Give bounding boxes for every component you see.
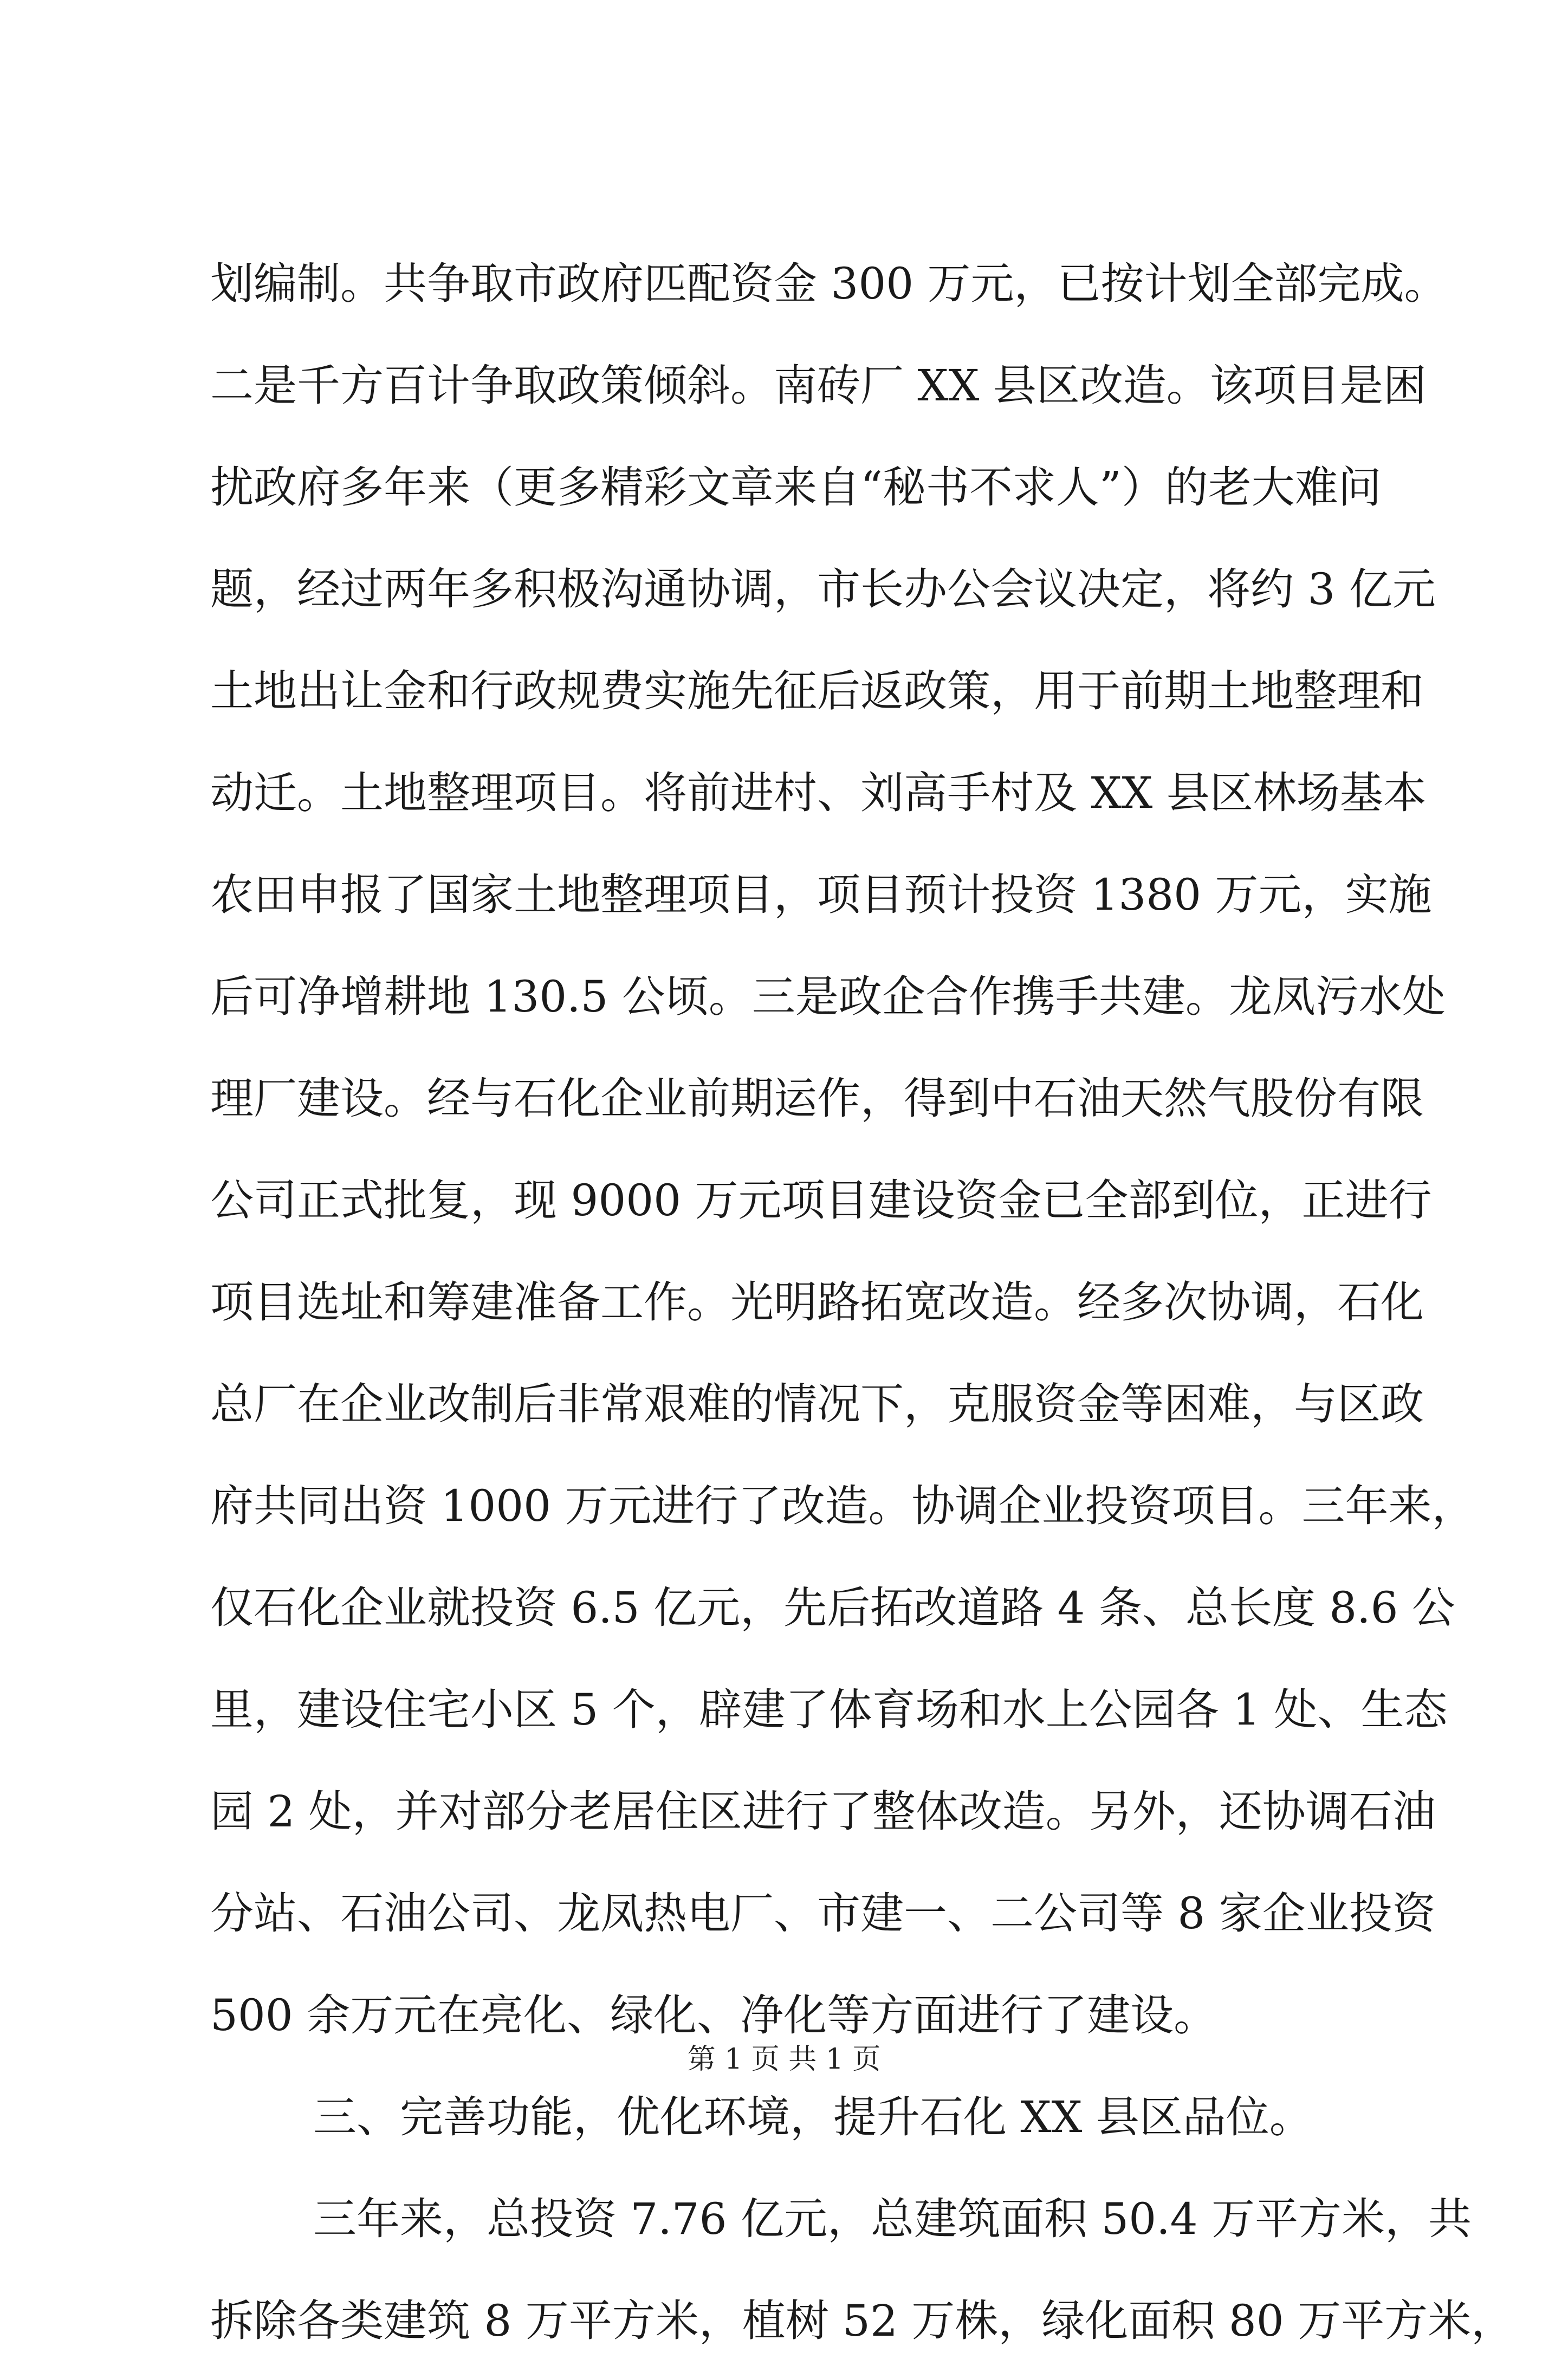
text-line: 二是千方百计争取政策倾斜。南砖厂 XX 县区改造。该项目是困 <box>210 360 1427 411</box>
text-line: 后可净增耕地 130.5 公顷。三是政企合作携手共建。龙凤污水处 <box>210 971 1446 1022</box>
text-line: 农田申报了国家土地整理项目，项目预计投资 1380 万元，实施 <box>210 870 1432 920</box>
text-line: 园 2 处，并对部分老居住区进行了整体改造。另外，还协调石油 <box>210 1786 1436 1837</box>
section-heading: 三、完善功能，优化环境，提升石化 XX 县区品位。 <box>313 2092 1313 2142</box>
text-line: 项目选址和筹建准备工作。光明路拓宽改造。经多次协调，石化 <box>210 1277 1424 1327</box>
text-line: 里，建设住宅小区 5 个，辟建了体育场和水上公园各 1 处、生态 <box>210 1684 1448 1735</box>
text-line: 三年来，总投资 7.76 亿元，总建筑面积 50.4 万平方米，共 <box>313 2194 1472 2244</box>
text-line: 总厂在企业改制后非常艰难的情况下，克服资金等困难，与区政 <box>210 1379 1424 1429</box>
text-line: 划编制。共争取市政府匹配资金 300 万元，已按计划全部完成。 <box>210 258 1448 309</box>
text-line: 扰政府多年来（更多精彩文章来自“秘书不求人”）的老大难问 <box>210 462 1382 513</box>
text-line: 府共同出资 1000 万元进行了改造。协调企业投资项目。三年来， <box>210 1481 1475 1531</box>
text-line: 题，经过两年多积极沟通协调，市长办公会议决定，将约 3 亿元 <box>210 564 1436 614</box>
text-line: 动迁。土地整理项目。将前进村、刘高手村及 XX 县区林场基本 <box>210 768 1427 818</box>
text-line: 仅石化企业就投资 6.5 亿元，先后拓改道路 4 条、总长度 8.6 公 <box>210 1583 1455 1633</box>
text-line: 拆除各类建筑 8 万平方米，植树 52 万株，绿化面积 80 万平方米， <box>210 2296 1515 2346</box>
text-line: 公司正式批复，现 9000 万元项目建设资金已全部到位，正进行 <box>210 1175 1432 1226</box>
text-line: 理厂建设。经与石化企业前期运作，得到中石油天然气股份有限 <box>210 1073 1424 1124</box>
text-line: 土地出让金和行政规费实施先征后返政策，用于前期土地整理和 <box>210 666 1424 716</box>
text-line: 分站、石油公司、龙凤热电厂、市建一、二公司等 8 家企业投资 <box>210 1888 1436 1939</box>
page-footer: 第 1 页 共 1 页 <box>687 2043 881 2076</box>
text-line: 500 余万元在亮化、绿化、净化等方面进行了建设。 <box>210 1990 1217 2040</box>
